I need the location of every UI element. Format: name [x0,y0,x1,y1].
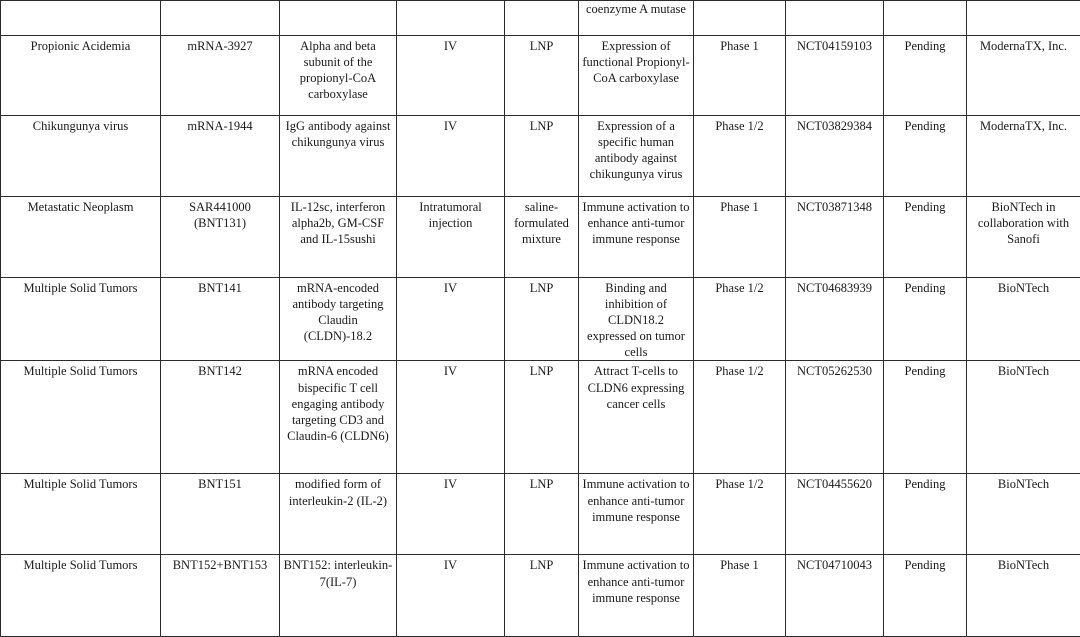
cell-mechanism: Immune activation to enhance anti-tumor immune response [579,197,694,278]
cell-sponsor: BioNTech [967,361,1080,474]
table-row [1,278,1080,361]
cell-nct: NCT04455620 [786,474,884,555]
table-row [1,197,1080,278]
cell-disease: Multiple Solid Tumors [1,278,161,361]
cell-phase: Phase 1/2 [694,474,786,555]
cell-target: Alpha and beta subunit of the propionyl-CoA carboxylase [280,36,397,116]
cell-delivery: LNP [505,278,579,361]
table-row [1,36,1080,116]
cell-route: IV [397,361,505,474]
cell-status: Pending [884,278,967,361]
cell-delivery [505,1,579,36]
cell-product: BNT151 [161,474,280,555]
cell-target: IL-12sc, interferon alpha2b, GM-CSF and IL-15sushi [280,197,397,278]
cell-disease [1,1,161,36]
cell-route [397,1,505,36]
cell-product: SAR441000 (BNT131) [161,197,280,278]
cell-target: mRNA-encoded antibody targeting Claudin (CLDN)-18.2 [280,278,397,361]
cell-target: IgG antibody against chikungunya virus [280,116,397,197]
cell-disease: Multiple Solid Tumors [1,361,161,474]
cell-route: IV [397,116,505,197]
cell-product: mRNA-3927 [161,36,280,116]
cell-target: mRNA encoded bispecific T cell engaging antibody targeting CD3 and Claudin-6 (CLDN6) [280,361,397,474]
cell-route: IV [397,474,505,555]
table-row [1,555,1080,637]
cell-product: BNT141 [161,278,280,361]
cell-phase: Phase 1 [694,197,786,278]
cell-sponsor: ModernaTX, Inc. [967,36,1080,116]
cell-status [884,1,967,36]
cell-product: BNT142 [161,361,280,474]
table-row [1,474,1080,555]
cell-disease: Metastatic Neoplasm [1,197,161,278]
table-row-partial [1,1,1080,36]
cell-disease: Multiple Solid Tumors [1,474,161,555]
cell-nct [786,1,884,36]
cell-nct: NCT04159103 [786,36,884,116]
cell-sponsor: ModernaTX, Inc. [967,116,1080,197]
cell-sponsor: BioNTech [967,278,1080,361]
cell-disease: Propionic Acidemia [1,36,161,116]
cell-mechanism: Immune activation to enhance anti-tumor immune response [579,474,694,555]
cell-target: modified form of interleukin-2 (IL-2) [280,474,397,555]
cell-route: IV [397,555,505,637]
cell-delivery: LNP [505,474,579,555]
cell-mechanism: Expression of functional Propionyl-CoA carboxylase [579,36,694,116]
cell-phase: Phase 1/2 [694,361,786,474]
cell-nct: NCT04683939 [786,278,884,361]
cell-mechanism: Expression of a specific human antibody against chikungunya virus [579,116,694,197]
cell-delivery: LNP [505,116,579,197]
cell-nct: NCT03829384 [786,116,884,197]
cell-status: Pending [884,116,967,197]
cell-delivery: saline-formulated mixture [505,197,579,278]
cell-phase: Phase 1 [694,555,786,637]
cell-mechanism: Attract T-cells to CLDN6 expressing cancer cells [579,361,694,474]
cell-target [280,1,397,36]
cell-status: Pending [884,197,967,278]
cell-sponsor: BioNTech [967,474,1080,555]
cell-delivery: LNP [505,555,579,637]
cell-status: Pending [884,361,967,474]
cell-phase: Phase 1 [694,36,786,116]
cell-status: Pending [884,36,967,116]
cell-disease: Chikungunya virus [1,116,161,197]
cell-status: Pending [884,555,967,637]
cell-product [161,1,280,36]
cell-phase [694,1,786,36]
cell-nct: NCT04710043 [786,555,884,637]
cell-mechanism-text: coenzyme A mutase [582,1,690,17]
table-row [1,361,1080,474]
cell-sponsor [967,1,1080,36]
cell-delivery: LNP [505,361,579,474]
cell-disease: Multiple Solid Tumors [1,555,161,637]
cell-product: mRNA-1944 [161,116,280,197]
cell-route: Intratumoral injection [397,197,505,278]
cell-route: IV [397,278,505,361]
cell-phase: Phase 1/2 [694,116,786,197]
cell-sponsor: BioNTech in collaboration with Sanofi [967,197,1080,278]
cell-mechanism: Binding and inhibition of CLDN18.2 expressed on tumor cells [579,278,694,361]
cell-nct: NCT03871348 [786,197,884,278]
cell-phase: Phase 1/2 [694,278,786,361]
cell-status: Pending [884,474,967,555]
cell-product: BNT152+BNT153 [161,555,280,637]
cell-nct: NCT05262530 [786,361,884,474]
cell-sponsor: BioNTech [967,555,1080,637]
cell-mechanism: Immune activation to enhance anti-tumor immune response [579,555,694,637]
cell-target: BNT152: interleukin-7(IL-7) [280,555,397,637]
cell-mechanism [579,1,694,36]
cell-route: IV [397,36,505,116]
cell-delivery: LNP [505,36,579,116]
table-row [1,116,1080,197]
